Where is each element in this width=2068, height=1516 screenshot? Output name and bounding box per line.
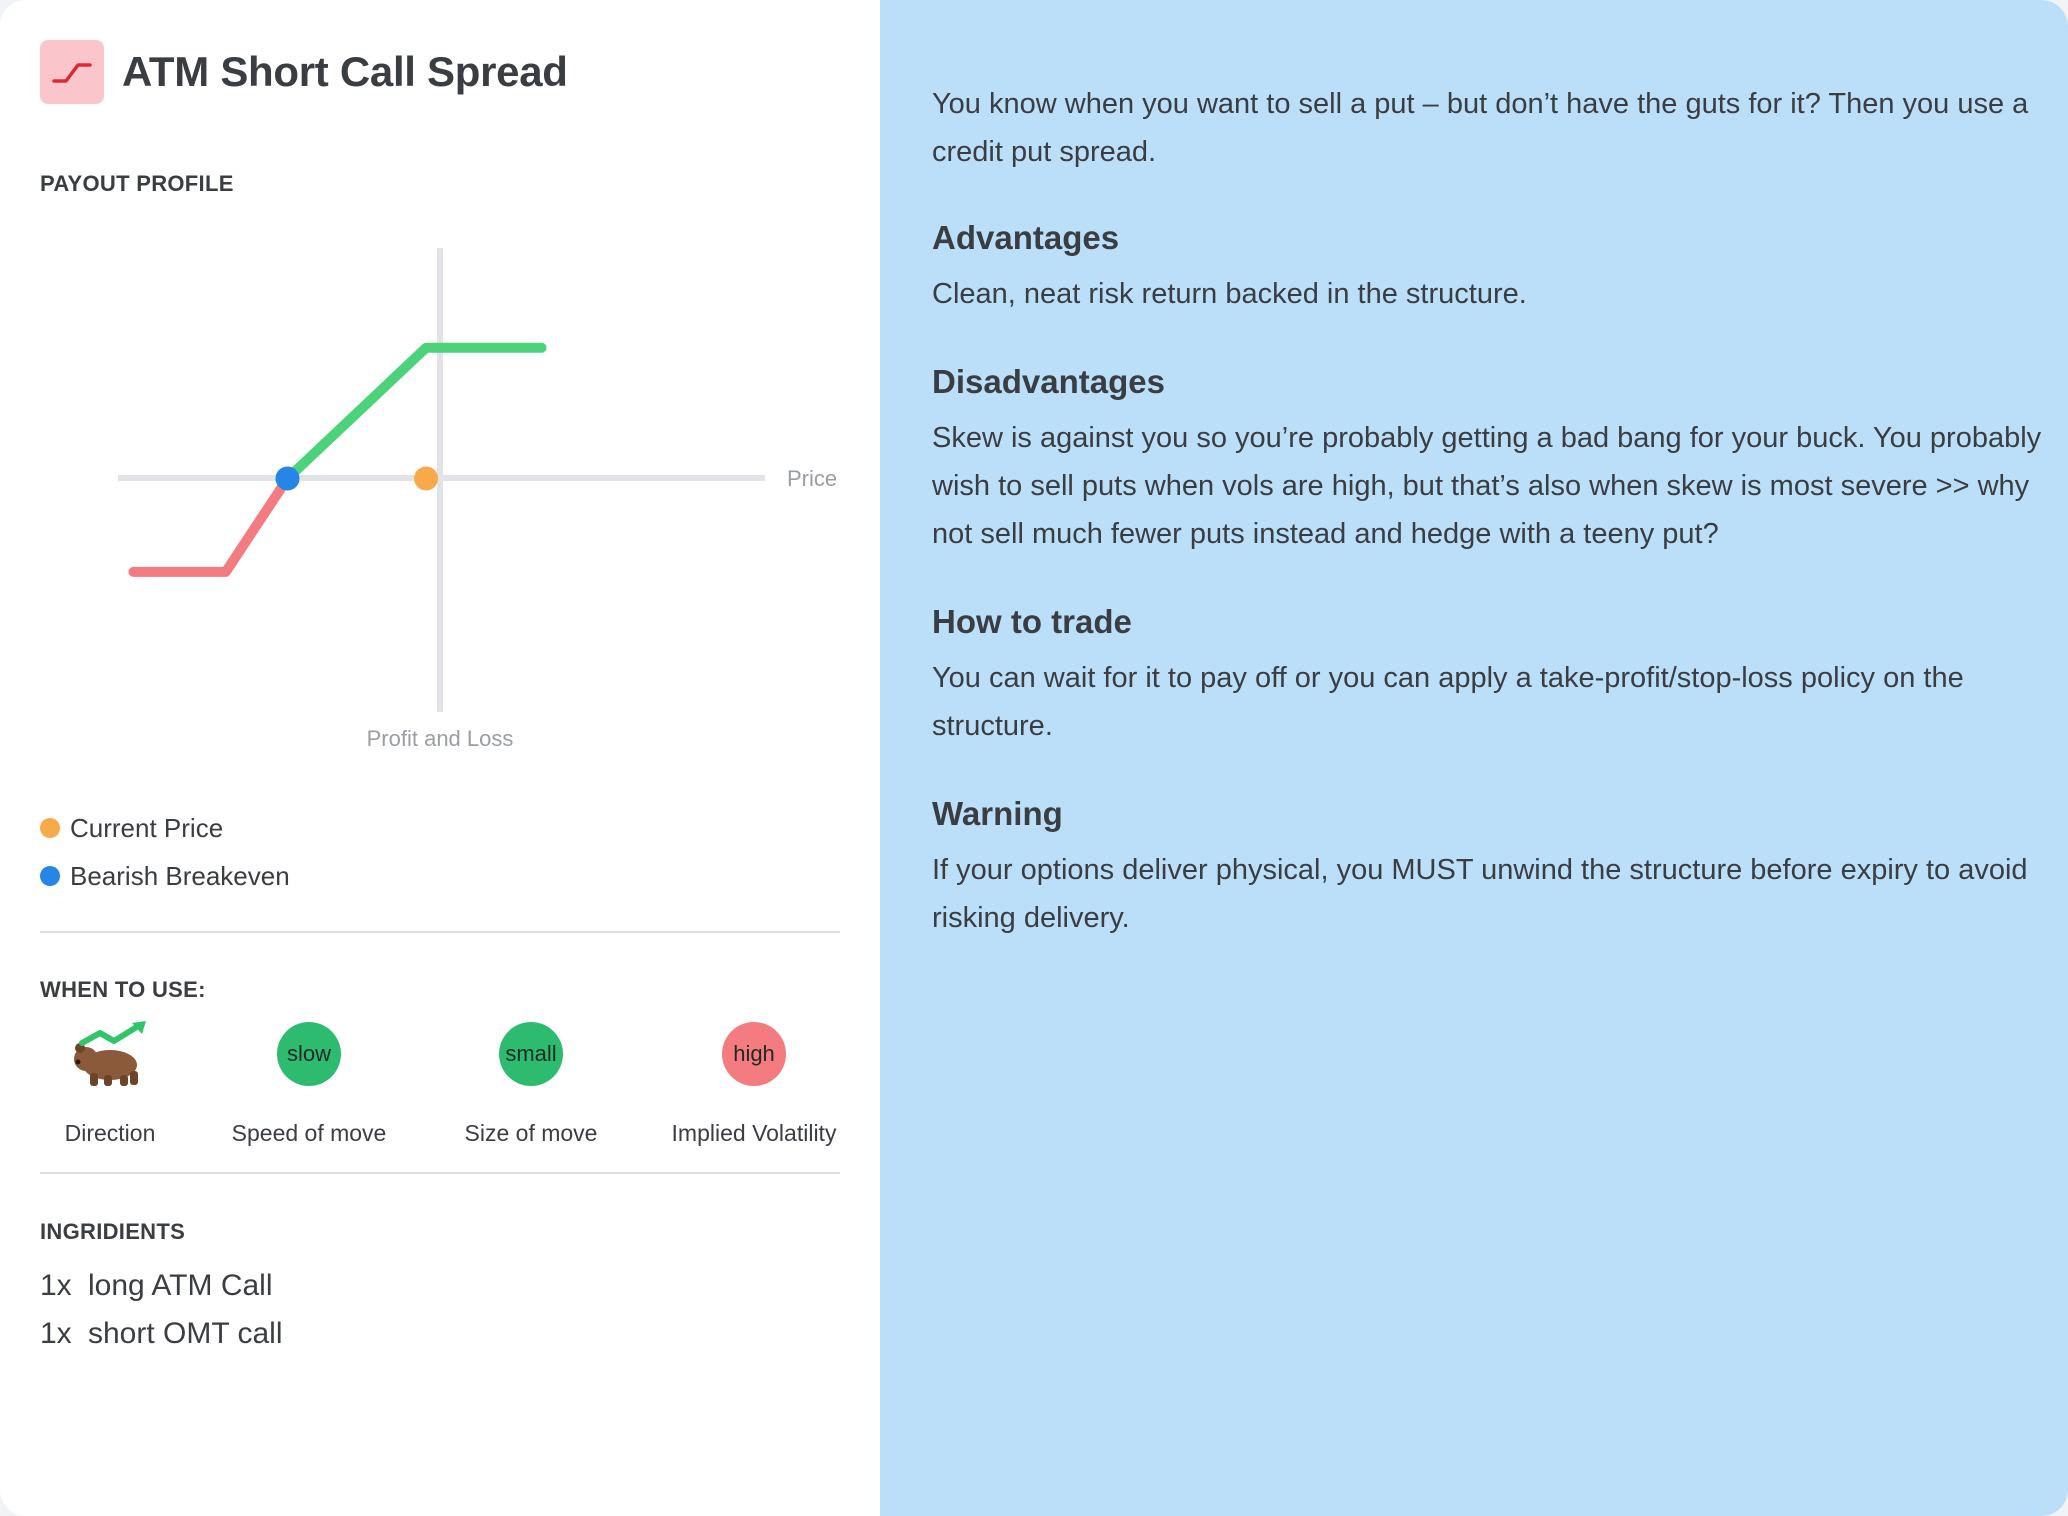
point-current-price	[414, 467, 438, 491]
bear-market-icon	[70, 1021, 150, 1087]
ingredient-name: short OMT call	[88, 1317, 283, 1350]
how-to-trade-text: You can wait for it to pay off or you can apply a take-profit/stop-loss policy on the structure.	[932, 662, 1964, 742]
ingredient-qty: 1x	[40, 1269, 72, 1302]
ingredient-item	[40, 1262, 283, 1310]
point-bearish-breakeven	[276, 467, 300, 491]
how-to-trade-heading: How to trade	[932, 603, 1132, 640]
legend-dot-orange	[40, 818, 60, 838]
when-to-use-grid	[40, 1018, 840, 1146]
legend-item-current-price	[40, 804, 290, 852]
page-title: ATM Short Call Spread	[122, 48, 568, 95]
ingredients-list	[40, 1262, 283, 1358]
speed-badge: slow	[277, 1022, 341, 1086]
volatility-label: Implied Volatility	[671, 1120, 837, 1146]
when-to-use-label: WHEN TO USE:	[40, 977, 206, 1002]
warning-text: If your options deliver physical, you MUST unwind the structure before expiry to avoid risking delivery.	[932, 854, 2028, 934]
ingredient-qty: 1x	[40, 1317, 72, 1350]
volatility-badge: high	[722, 1022, 786, 1086]
divider	[40, 1172, 840, 1174]
advantages-heading: Advantages	[932, 219, 1120, 256]
legend-item-bearish-breakeven	[40, 852, 290, 900]
intro-text: You know when you want to sell a put – but don’t have the guts for it? Then you use a credit put spread.	[932, 88, 2029, 168]
chart-legend	[40, 804, 290, 900]
size-label: Size of move	[464, 1120, 598, 1146]
title-row	[40, 40, 568, 104]
y-axis-label: Profit and Loss	[366, 726, 514, 751]
payout-line-loss	[133, 479, 287, 572]
speed-cell	[209, 1018, 409, 1147]
payout-profile-label: PAYOUT PROFILE	[40, 171, 234, 196]
ingredient-name: long ATM Call	[88, 1269, 273, 1302]
direction-label: Direction	[64, 1120, 156, 1146]
advantages-text: Clean, neat risk return backed in the structure.	[932, 278, 1527, 310]
chart-step-up-icon	[40, 40, 104, 104]
legend-dot-blue	[40, 866, 60, 886]
description-panel	[880, 0, 2068, 1516]
ingredients-label: INGRIDIENTS	[40, 1219, 186, 1244]
direction-cell	[10, 1018, 210, 1147]
size-cell	[431, 1018, 631, 1147]
volatility-cell	[654, 1018, 854, 1147]
disadvantages-text: Skew is against you so you’re probably getting a bad bang for your buck. You probably wish to sell puts when vols are high, but that’s also when skew is most severe >> why not sell much fewer puts instead and hedge with a teeny put?	[932, 422, 2042, 550]
x-axis-label: Price	[787, 466, 838, 491]
left-panel	[0, 0, 880, 1516]
legend-label: Bearish Breakeven	[70, 860, 290, 891]
payout-line-profit	[288, 348, 542, 479]
disadvantages-heading: Disadvantages	[932, 363, 1165, 400]
warning-heading: Warning	[932, 795, 1063, 832]
size-badge: small	[499, 1022, 563, 1086]
speed-label: Speed of move	[231, 1120, 387, 1146]
ingredient-item	[40, 1310, 283, 1358]
divider	[40, 931, 840, 933]
payout-chart	[0, 230, 880, 770]
legend-label: Current Price	[70, 812, 224, 843]
